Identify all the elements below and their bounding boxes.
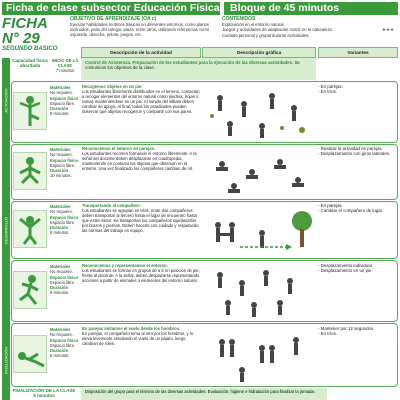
variant-item: - Realizar la actividad en parejas. bbox=[318, 146, 383, 151]
side-band bbox=[2, 58, 10, 400]
start-label: INICIO DE LA CLASE bbox=[51, 58, 79, 68]
space-label: Espacio físico bbox=[50, 274, 79, 280]
capacity-label: Capacidad física abordada bbox=[12, 58, 48, 68]
band-label: FINALIZACIÓN bbox=[3, 346, 9, 375]
materials-label: Materiales bbox=[50, 264, 71, 269]
activity-text: Los estudiantes recorren formando el entorno libremente. A la señal del docente deben desplazarse en cuadrupedia, manteniendo en contacto los objetos que observan en el entorno. Una vez finalizado los compañeros cambian de rol. bbox=[82, 151, 197, 172]
row-description bbox=[82, 203, 200, 234]
sheet-duration: Bloque de 45 minutos bbox=[224, 2, 398, 15]
band-label: DESARROLLO bbox=[3, 216, 9, 245]
row-variants bbox=[318, 203, 398, 214]
activity-text: Los estudiantes se forman en grupos de a 5 en posición de pie, frente al docente. A la señal, deben desplazarse representando acciones a partir de animales o elementos del entorno natural. bbox=[82, 268, 200, 284]
finish-label: FINALIZACIÓN DE LA CLASE bbox=[12, 388, 76, 393]
finish-time: 5 minutos bbox=[33, 393, 55, 398]
crouch-pose-icon bbox=[13, 152, 47, 190]
contents-label: CONTENIDOS bbox=[222, 16, 256, 22]
control-lead: Control de Asistencia. Preparación de los estudiantes para la ejecución de las diversas actividades. bbox=[85, 60, 294, 65]
control-text: Se comunican los objetivos de la clase. bbox=[85, 60, 300, 71]
activity-title: Recogemos objetos en un pie. bbox=[82, 84, 143, 89]
row-description bbox=[82, 146, 200, 171]
variant-item: - En tríos. bbox=[318, 331, 338, 337]
duration-value: 8 minutos. bbox=[50, 230, 70, 236]
duration-value: 8 minutos. bbox=[50, 111, 70, 117]
variant-item: - Mantener por 12 segundos. bbox=[318, 326, 375, 331]
ficha-badge bbox=[2, 15, 66, 52]
page-header bbox=[2, 2, 398, 15]
finish-label-block bbox=[11, 388, 77, 400]
contents-item: Juegos y actividades de adaptación motriz en la naturaleza. bbox=[222, 27, 334, 33]
activity-illustration bbox=[202, 263, 316, 319]
objective-block bbox=[70, 16, 220, 46]
row-materials bbox=[50, 327, 80, 359]
activity-title: En parejas imitamos el vuelo desde los hombros. bbox=[82, 326, 181, 331]
variant-item: - En parejas. bbox=[318, 203, 343, 208]
row-variants bbox=[318, 146, 398, 157]
duration-label: Duración bbox=[50, 348, 69, 354]
variant-item: - Cambiar el compañero de lugar. bbox=[318, 208, 384, 214]
materials-label: Materiales bbox=[50, 204, 71, 209]
col-description: Descripción de la actividad bbox=[81, 47, 201, 58]
activity-text: Los estudiantes libremente distribuidos en el terreno, contactan a recoger elementos del entorno natural como piedras, hojas o ramas manteniéndose en un pie. Al sonido del silbato deben cambiar de apoyo. Al final, todos los estudiantes pueden observar qué objetos recogieron y compartir con sus pares. bbox=[82, 89, 200, 115]
activity-text: Los estudiantes se agrupan en tríos; entre dos compañeros deben transportar al tercero hasta el lugar de encuentro hasta que estén listos. Se transportan los compañeros sujetándolos por brazos y piernas. Deben hacerlo con cuidado y respetando las normas del trabajo en equipo. bbox=[82, 208, 199, 234]
row-materials bbox=[50, 264, 80, 296]
balance-pose-icon bbox=[13, 92, 47, 130]
row-variants bbox=[318, 84, 398, 95]
col-variants: Variantes bbox=[318, 47, 398, 58]
col-graphic: Descripción gráfica bbox=[202, 47, 316, 58]
activity-title: Reconocemos y representamos el entorno. bbox=[82, 263, 168, 268]
space-value: Espacio libre. bbox=[50, 162, 76, 168]
space-label: Espacio físico bbox=[50, 157, 79, 163]
duration-label: Duración bbox=[50, 225, 69, 231]
materials-label: Materiales bbox=[50, 327, 71, 332]
activity-title: Transportando al compañero. bbox=[82, 203, 141, 208]
space-label: Espacio físico bbox=[50, 95, 79, 101]
row-materials bbox=[50, 85, 80, 117]
space-label: Espacio físico bbox=[50, 337, 79, 343]
ficha-number: FICHA N° 29 bbox=[2, 15, 48, 47]
row-description bbox=[82, 84, 200, 115]
row-description bbox=[82, 326, 200, 346]
rating-stars: ★★★ bbox=[381, 27, 394, 32]
activity-text: En parejas, el compañero toma al otro por los hombros, y lo eleva levemente simulando el vuelo de un pájaro, luego cambian de roles. bbox=[82, 331, 194, 347]
variant-item: - Desplazamiento individual. bbox=[318, 263, 373, 268]
running-pose-icon bbox=[13, 271, 47, 309]
row-materials bbox=[50, 204, 80, 236]
materials-label: Materiales bbox=[50, 147, 71, 152]
duration-value: 10 minutos. bbox=[50, 173, 72, 179]
space-value: Espacio libre. bbox=[50, 342, 76, 348]
ficha-level: SEGUNDO BASICO bbox=[2, 46, 58, 52]
space-value: Espacio libre. bbox=[50, 279, 76, 285]
activity-illustration bbox=[202, 146, 316, 198]
materials-value: No requiere. bbox=[50, 209, 74, 215]
objective-text: Ejecutar habilidades motrices básicas en diferentes entornos, como planos inclinados, patio del colegio, plaza, entre otros, utilizando referencias como izquierda, derecha, pelota, juegos, etc. bbox=[70, 22, 210, 37]
start-control bbox=[81, 58, 316, 80]
activity-illustration bbox=[202, 84, 316, 140]
variant-item: - Desplazamiento en un pie. bbox=[318, 268, 373, 274]
space-label: Espacio físico bbox=[50, 214, 79, 220]
contents-block bbox=[222, 16, 398, 46]
finish-description: Disposición del grupo para el término de las diversas actividades. Evaluación, higiene e hidratación para finalizar la jornada. bbox=[81, 388, 327, 400]
space-value: Espacio libre. bbox=[50, 100, 76, 106]
sheet-title: Ficha de clase subsector Educación Física bbox=[2, 2, 220, 15]
activity-illustration bbox=[202, 203, 316, 257]
contents-item: Exploración en el entorno natural. bbox=[222, 22, 285, 28]
activity-illustration bbox=[202, 326, 316, 384]
finish-row bbox=[11, 388, 397, 400]
materials-value: No requiere. bbox=[50, 332, 74, 338]
contents-item: Cuidado personal y grupal durante actividades. bbox=[222, 32, 310, 38]
lifting-pose-icon bbox=[13, 210, 47, 248]
band-label: ACTIVACIÓN bbox=[3, 88, 9, 113]
materials-value: No requiere. bbox=[50, 269, 74, 275]
activity-title: Reconocemos el entorno en parejas. bbox=[82, 146, 156, 151]
materials-value: No requiere. bbox=[50, 90, 74, 96]
duration-label: Duración bbox=[50, 106, 69, 112]
row-variants bbox=[318, 263, 398, 274]
materials-value: No requiere. bbox=[50, 152, 74, 158]
row-variants bbox=[318, 326, 398, 337]
variant-item: - En parejas. bbox=[318, 84, 343, 89]
variant-item: - Desplazamiento con giros laterales. bbox=[318, 151, 391, 157]
duration-label: Duración bbox=[50, 168, 69, 174]
duration-label: Duración bbox=[50, 285, 69, 291]
objective-label: OBJETIVO DE APRENDIZAJE (OA c) bbox=[70, 16, 157, 22]
duration-value: 6 minutos. bbox=[50, 353, 70, 359]
row-materials bbox=[50, 147, 80, 179]
materials-label: Materiales bbox=[50, 85, 71, 90]
stretch-pose-icon bbox=[13, 335, 47, 373]
start-time: 7 minutos bbox=[55, 68, 75, 73]
start-block bbox=[50, 58, 80, 80]
space-value: Espacio libre. bbox=[50, 219, 76, 225]
row-description bbox=[82, 263, 200, 283]
variant-item: - En tríos. bbox=[318, 89, 338, 95]
duration-value: 6 minutos. bbox=[50, 290, 70, 296]
